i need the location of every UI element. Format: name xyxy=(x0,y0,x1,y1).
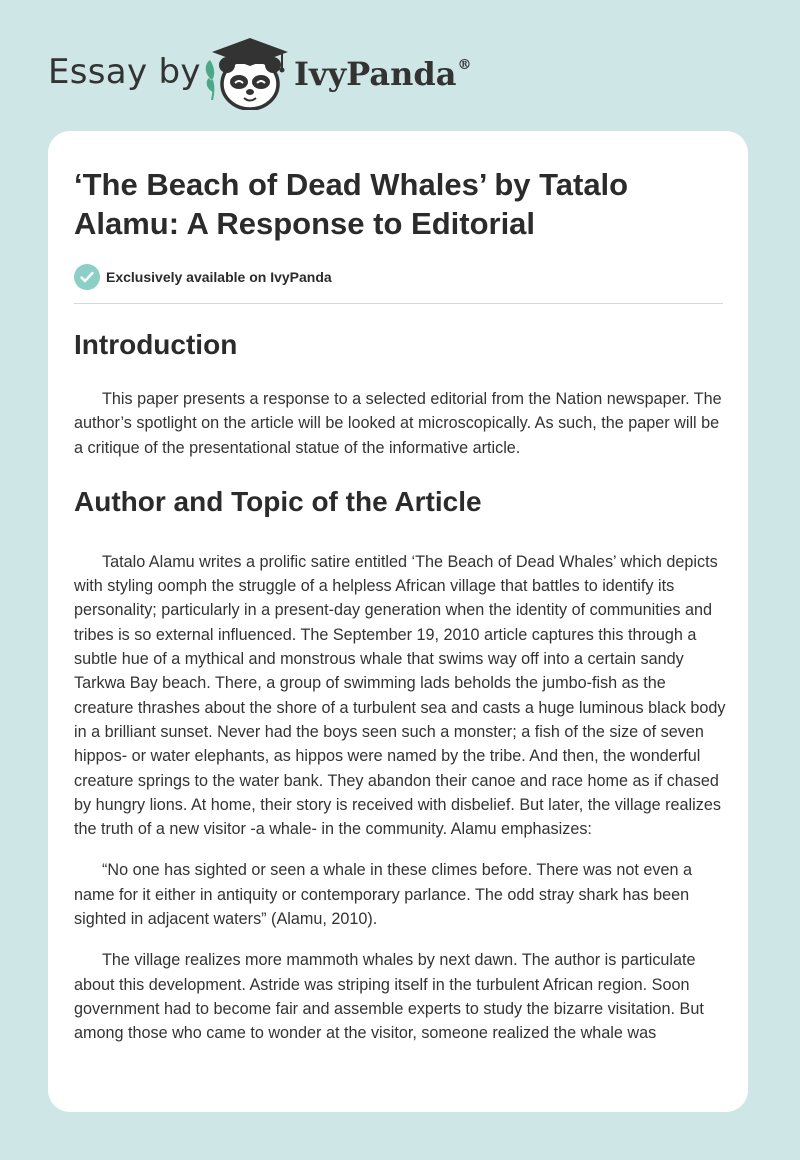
paragraph: Tatalo Alamu writes a prolific satire entitled ‘The Beach of Dead Whales’ which depicts with styling oomph the struggle of a helpless African village that battles to identify its personality; particularly in a present-day generation when the identity of communities and tribes is so external influenced. The September 19, 2010 article captures this through a subtle hue of a mythical and monstrous whale that swims way off into a certain sandy Tarkwa Bay beach. There, a group of swimming lads beholds the jumbo-fish as the creature thrashes about the shore of a turbulent sea and casts a huge luminous black body in a brilliant sunset. Never had the boys seen such a monster; a fish of the size of seven hippos- or water elephants, as hippos were named by the tribe. And then, the wonderful creature springs to the water bank. They abandon their canoe and race home as if chased by hungry lions. At home, their story is received with disbelief. But later, the village realizes the truth of a new visitor -a whale- in the community. Alamu emphasizes: xyxy=(74,552,726,839)
divider xyxy=(74,303,723,304)
article-body xyxy=(74,325,726,1046)
check-circle-icon xyxy=(74,264,100,290)
site-header xyxy=(0,0,800,130)
section-heading-introduction: Introduction xyxy=(74,329,238,360)
quote-paragraph: “No one has sighted or seen a whale in these climes before. There was not even a name for it either in antiquity or contemporary parlance. The odd stray shark has been sighted in adjacent waters” (Alamu, 2010). xyxy=(74,861,692,929)
essay-by-label: Essay by xyxy=(48,52,201,92)
section-heading-author-topic: Author and Topic of the Article xyxy=(74,485,482,517)
page-title: ‘The Beach of Dead Whales’ by Tatalo Alamu: A Response to Editorial xyxy=(74,167,629,241)
registered-mark: ® xyxy=(457,57,472,73)
panda-graduate-icon[interactable] xyxy=(200,34,292,110)
article-card xyxy=(48,131,748,1112)
brand-name: IvyPanda xyxy=(294,55,457,93)
brand-logo[interactable] xyxy=(294,55,471,93)
exclusive-label: Exclusively available on IvyPanda xyxy=(106,269,332,285)
paragraph: This paper presents a response to a selected editorial from the Nation newspaper. The author’s spotlight on the article will be looked at microscopically. As such, the paper will be a critique of the presentational statue of the informative article. xyxy=(74,390,722,457)
paragraph: The village realizes more mammoth whales by next dawn. The author is particulate about this development. Astride was striping itself in the turbulent African region. Soon government had to become fair and assemble experts to study the bizarre visitation. But among those who came to wonder at the visitor, someone realized the whale was xyxy=(74,951,704,1043)
